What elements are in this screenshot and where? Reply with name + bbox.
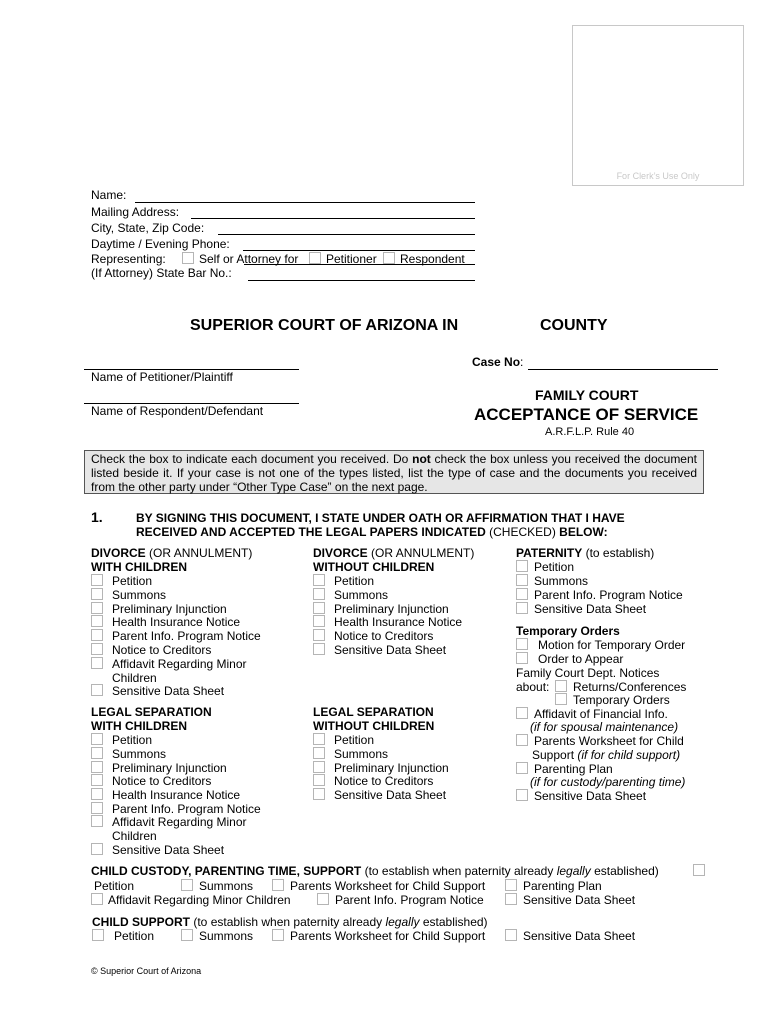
dwoc-sensitive-data-label: Sensitive Data Sheet xyxy=(334,643,447,657)
instructions-box xyxy=(84,450,704,494)
dwoc-petition-label: Petition xyxy=(334,574,375,588)
to-parenting-plan-label: Parenting Plan xyxy=(534,762,613,776)
lswoc-sensitive-data-label: Sensitive Data Sheet xyxy=(334,788,447,802)
paternity-heading xyxy=(516,546,654,560)
name-label: Name: xyxy=(91,188,127,202)
dwc-summons-checkbox[interactable] xyxy=(91,588,103,600)
to-motion-label: Motion for Temporary Order xyxy=(538,638,686,652)
dwc-sensitive-data-checkbox[interactable] xyxy=(91,684,103,696)
lswoc-preliminary-injunction-checkbox[interactable] xyxy=(313,761,325,773)
dwoc-preliminary-injunction-checkbox[interactable] xyxy=(313,602,325,614)
cc-worksheet-label: Parents Worksheet for Child Support xyxy=(290,879,486,893)
instructions-part1: Check the box to indicate each document you received. Do xyxy=(91,452,413,466)
to-child-support-line xyxy=(532,748,680,762)
cc-petition-label: Petition xyxy=(94,879,135,893)
dwc-affidavit-minor-checkbox[interactable] xyxy=(91,657,103,669)
pat-sensitive-data-label: Sensitive Data Sheet xyxy=(534,602,647,616)
cc-sensitive-data-label: Sensitive Data Sheet xyxy=(523,893,636,907)
to-spousal-note: (if for spousal maintenance) xyxy=(530,720,679,734)
pat-summons-checkbox[interactable] xyxy=(516,574,528,586)
petitioner-label: Petitioner xyxy=(326,252,377,266)
instructions-part2: check the box unless you received the document listed beside it. If your case is not one of the types listed, list the type of case and the documents you received from the other party under “Other Type Case” on the next page. xyxy=(91,452,697,494)
cs-worksheet-checkbox[interactable] xyxy=(272,929,284,941)
phone-field[interactable] xyxy=(243,250,475,251)
to-returns-label: Returns/Conferences xyxy=(573,680,687,694)
case-no-text: Case No xyxy=(472,355,521,369)
statement-line2-normal: (CHECKED) xyxy=(485,525,560,539)
pat-petition-checkbox[interactable] xyxy=(516,560,528,572)
dwc-petition-checkbox[interactable] xyxy=(91,574,103,586)
lswc-petition-checkbox[interactable] xyxy=(91,733,103,745)
lswc-sensitive-data-checkbox[interactable] xyxy=(91,843,103,855)
lswoc-petition-checkbox[interactable] xyxy=(313,733,325,745)
cc-worksheet-checkbox[interactable] xyxy=(272,879,284,891)
copyright-footer: © Superior Court of Arizona xyxy=(91,966,202,976)
to-order-appear-checkbox[interactable] xyxy=(516,652,528,664)
child-support-desc2: established) xyxy=(419,915,488,929)
respondent-caption: Name of Respondent/Defendant xyxy=(91,404,264,418)
lswc-sensitive-data-label: Sensitive Data Sheet xyxy=(112,843,225,857)
dwc-affidavit-minor-label: Affidavit Regarding Minor xyxy=(112,657,247,671)
to-parenting-plan-checkbox[interactable] xyxy=(516,762,528,774)
cs-sensitive-data-label: Sensitive Data Sheet xyxy=(523,929,636,943)
dwc-notice-creditors-checkbox[interactable] xyxy=(91,643,103,655)
child-support-desc1: (to establish when paternity already xyxy=(190,915,386,929)
representing-line xyxy=(244,264,475,265)
instructions-not: not xyxy=(412,452,431,466)
self-or-attorney-checkbox[interactable] xyxy=(182,252,194,264)
cs-petition-checkbox[interactable] xyxy=(92,929,104,941)
cc-parent-info-label: Parent Info. Program Notice xyxy=(335,893,484,907)
case-no-field[interactable] xyxy=(528,369,718,370)
case-no-colon: : xyxy=(520,355,524,369)
cs-petition-label: Petition xyxy=(114,929,155,943)
dwoc-health-insurance-checkbox[interactable] xyxy=(313,615,325,627)
divorce-with-children-heading xyxy=(91,546,252,560)
to-support-word: Support xyxy=(532,748,578,762)
petitioner-checkbox[interactable] xyxy=(309,252,321,264)
to-affidavit-financial-label: Affidavit of Financial Info. xyxy=(534,707,668,721)
clerk-use-label: For Clerk’s Use Only xyxy=(616,171,700,181)
pat-parent-info-checkbox[interactable] xyxy=(516,588,528,600)
lswc-health-insurance-checkbox[interactable] xyxy=(91,788,103,800)
divorce-with-children-subtitle: WITH CHILDREN xyxy=(91,560,187,574)
to-about-label: about: xyxy=(516,680,550,694)
to-temporary-orders-label: Temporary Orders xyxy=(573,693,670,707)
cs-worksheet-label: Parents Worksheet for Child Support xyxy=(290,929,486,943)
lswc-preliminary-injunction-label: Preliminary Injunction xyxy=(112,761,227,775)
lswc-parent-info-checkbox[interactable] xyxy=(91,802,103,814)
pat-parent-info-label: Parent Info. Program Notice xyxy=(534,588,683,602)
city-state-zip-label: City, State, Zip Code: xyxy=(91,221,205,235)
custody-section-checkbox[interactable] xyxy=(693,864,705,876)
cs-summons-label: Summons xyxy=(199,929,254,943)
temporary-orders-title: Temporary Orders xyxy=(516,624,620,638)
paternity-title: PATERNITY xyxy=(516,546,583,560)
dwoc-preliminary-injunction-label: Preliminary Injunction xyxy=(334,602,449,616)
lswc-affidavit-minor-label: Affidavit Regarding Minor xyxy=(112,815,247,829)
divorce-without-children-heading xyxy=(313,546,474,560)
child-support-desc-legally: legally xyxy=(385,915,420,929)
dwoc-summons-label: Summons xyxy=(334,588,389,602)
to-affidavit-financial-checkbox[interactable] xyxy=(516,707,528,719)
dwc-parent-info-checkbox[interactable] xyxy=(91,629,103,641)
lswoc-summons-label: Summons xyxy=(334,747,389,761)
petitioner-caption: Name of Petitioner/Plaintiff xyxy=(91,370,233,384)
lswc-affidavit-minor-checkbox[interactable] xyxy=(91,815,103,827)
lswc-summons-checkbox[interactable] xyxy=(91,747,103,759)
form-rule: A.R.F.L.P. Rule 40 xyxy=(545,426,635,438)
lswc-health-insurance-label: Health Insurance Notice xyxy=(112,788,241,802)
legal-sep-without-children-subtitle: WITHOUT CHILDREN xyxy=(313,719,435,733)
dwc-preliminary-injunction-checkbox[interactable] xyxy=(91,602,103,614)
dwc-parent-info-label: Parent Info. Program Notice xyxy=(112,629,261,643)
dwoc-summons-checkbox[interactable] xyxy=(313,588,325,600)
dwc-health-insurance-label: Health Insurance Notice xyxy=(112,615,241,629)
dwoc-sensitive-data-checkbox[interactable] xyxy=(313,643,325,655)
statement-line2 xyxy=(136,525,608,539)
dwoc-notice-creditors-label: Notice to Creditors xyxy=(334,629,434,643)
pat-summons-label: Summons xyxy=(534,574,589,588)
dwc-notice-creditors-label: Notice to Creditors xyxy=(112,643,212,657)
cc-sensitive-data-checkbox[interactable] xyxy=(505,893,517,905)
dwc-summons-label: Summons xyxy=(112,588,167,602)
phone-label: Daytime / Evening Phone: xyxy=(91,237,230,251)
to-notices-line: Family Court Dept. Notices xyxy=(516,666,660,680)
lswc-notice-creditors-checkbox[interactable] xyxy=(91,774,103,786)
mailing-address-field[interactable] xyxy=(191,218,475,219)
case-no-label xyxy=(472,355,523,369)
custody-desc-legally: legally xyxy=(556,864,591,878)
lswoc-sensitive-data-checkbox[interactable] xyxy=(313,788,325,800)
legal-sep-with-children-title: LEGAL SEPARATION xyxy=(91,705,212,719)
to-custody-note: (if for custody/parenting time) xyxy=(530,775,686,789)
self-or-attorney-label: Self or Attorney for xyxy=(199,252,299,266)
cc-summons-checkbox[interactable] xyxy=(181,879,193,891)
name-field[interactable] xyxy=(135,202,475,203)
dwc-health-insurance-checkbox[interactable] xyxy=(91,615,103,627)
statement-number: 1. xyxy=(91,509,103,525)
dwc-sensitive-data-label: Sensitive Data Sheet xyxy=(112,684,225,698)
dwoc-notice-creditors-checkbox[interactable] xyxy=(313,629,325,641)
dwoc-health-insurance-label: Health Insurance Notice xyxy=(334,615,463,629)
to-order-appear-label: Order to Appear xyxy=(538,652,624,666)
to-sensitive-data-label: Sensitive Data Sheet xyxy=(534,789,647,803)
legal-sep-without-children-title: LEGAL SEPARATION xyxy=(313,705,434,719)
cs-summons-checkbox[interactable] xyxy=(181,929,193,941)
representing-label: Representing: xyxy=(91,252,166,266)
to-motion-checkbox[interactable] xyxy=(516,638,528,650)
to-parents-worksheet-label: Parents Worksheet for Child xyxy=(534,734,684,748)
state-bar-label: (If Attorney) State Bar No.: xyxy=(91,266,232,280)
divorce-title: DIVORCE xyxy=(91,546,146,560)
custody-desc1: (to establish when paternity already xyxy=(361,864,557,878)
lswoc-petition-label: Petition xyxy=(334,733,375,747)
lswoc-summons-checkbox[interactable] xyxy=(313,747,325,759)
lswc-affidavit-minor-label-cont: Children xyxy=(112,829,157,843)
statement-line2-end: BELOW: xyxy=(559,525,608,539)
state-bar-field[interactable] xyxy=(248,280,475,281)
lswoc-preliminary-injunction-label: Preliminary Injunction xyxy=(334,761,449,775)
statement-line1: BY SIGNING THIS DOCUMENT, I STATE UNDER OATH OR AFFIRMATION THAT I HAVE xyxy=(136,511,625,525)
respondent-label: Respondent xyxy=(400,252,465,266)
cc-parent-info-checkbox[interactable] xyxy=(317,893,329,905)
dwc-preliminary-injunction-label: Preliminary Injunction xyxy=(112,602,227,616)
divorce-wo-title-paren: (OR ANNULMENT) xyxy=(367,546,475,560)
divorce-without-children-subtitle: WITHOUT CHILDREN xyxy=(313,560,435,574)
lswc-notice-creditors-label: Notice to Creditors xyxy=(112,774,212,788)
county-label: COUNTY xyxy=(540,317,608,334)
lswc-summons-label: Summons xyxy=(112,747,167,761)
to-temporary-orders-checkbox[interactable] xyxy=(555,693,567,705)
lswc-preliminary-injunction-checkbox[interactable] xyxy=(91,761,103,773)
legal-sep-with-children-subtitle: WITH CHILDREN xyxy=(91,719,187,733)
child-support-heading xyxy=(92,915,488,929)
lswc-parent-info-label: Parent Info. Program Notice xyxy=(112,802,261,816)
divorce-title-paren: (OR ANNULMENT) xyxy=(145,546,253,560)
statement-line2-bold: RECEIVED AND ACCEPTED THE LEGAL PAPERS INDICATED xyxy=(136,525,486,539)
custody-desc2: established) xyxy=(590,864,659,878)
to-child-support-note: (if for child support) xyxy=(577,748,681,762)
pat-sensitive-data-checkbox[interactable] xyxy=(516,602,528,614)
respondent-checkbox[interactable] xyxy=(383,252,395,264)
clerk-use-box xyxy=(572,25,744,186)
cc-parenting-plan-checkbox[interactable] xyxy=(505,879,517,891)
cs-sensitive-data-checkbox[interactable] xyxy=(505,929,517,941)
lswc-petition-label: Petition xyxy=(112,733,153,747)
custody-heading xyxy=(91,864,659,878)
cc-affidavit-minor-label: Affidavit Regarding Minor Children xyxy=(108,893,291,907)
lswoc-notice-creditors-checkbox[interactable] xyxy=(313,774,325,786)
to-returns-checkbox[interactable] xyxy=(555,680,567,692)
child-support-title: CHILD SUPPORT xyxy=(92,915,191,929)
to-parents-worksheet-checkbox[interactable] xyxy=(516,734,528,746)
mailing-address-label: Mailing Address: xyxy=(91,205,180,219)
paternity-title-paren: (to establish) xyxy=(582,546,655,560)
dwoc-petition-checkbox[interactable] xyxy=(313,574,325,586)
court-title: SUPERIOR COURT OF ARIZONA IN xyxy=(190,317,459,334)
cc-parenting-plan-label: Parenting Plan xyxy=(523,879,602,893)
pat-petition-label: Petition xyxy=(534,560,575,574)
cc-affidavit-minor-checkbox[interactable] xyxy=(91,893,103,905)
city-state-zip-field[interactable] xyxy=(218,234,475,235)
cc-summons-label: Summons xyxy=(199,879,254,893)
lswoc-notice-creditors-label: Notice to Creditors xyxy=(334,774,434,788)
custody-title: CHILD CUSTODY, PARENTING TIME, SUPPORT xyxy=(91,864,362,878)
to-sensitive-data-checkbox[interactable] xyxy=(516,789,528,801)
form-subtitle: FAMILY COURT xyxy=(535,387,639,403)
dwc-affidavit-minor-label-cont: Children xyxy=(112,671,157,685)
divorce-wo-title: DIVORCE xyxy=(313,546,368,560)
form-title: ACCEPTANCE OF SERVICE xyxy=(474,405,699,424)
dwc-petition-label: Petition xyxy=(112,574,153,588)
